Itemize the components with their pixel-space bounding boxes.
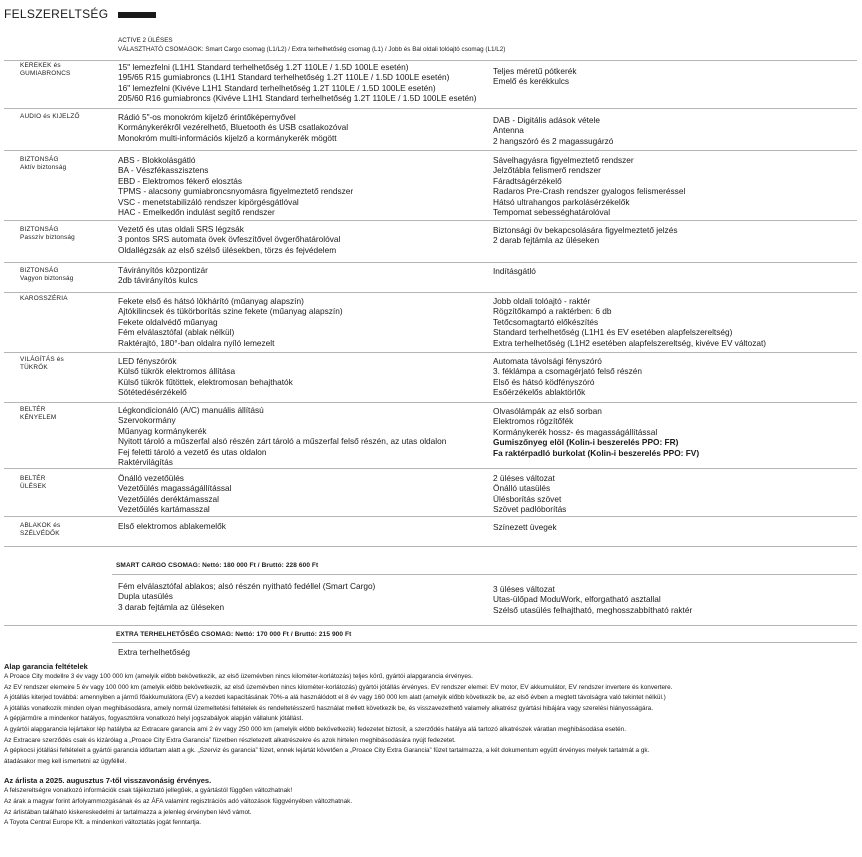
list-item: Extra terhelhetőség	[118, 647, 190, 657]
section-category: VILÁGÍTÁS és TÜKRÖK	[20, 356, 64, 371]
list-item: Dupla utasülés	[118, 591, 173, 602]
section-category: BIZTONSÁG Vagyon biztonság	[20, 267, 74, 282]
smart-cargo-title: SMART CARGO CSOMAG: Nettó: 180 000 Ft / Bruttó: 228 600 Ft	[116, 562, 319, 569]
list-item: Antenna	[493, 125, 524, 136]
list-item: Radaros Pre-Crash rendszer gyalogos felismeréssel	[493, 186, 686, 197]
list-item: Tetőcsomagtartó előkészítés	[493, 316, 599, 327]
list-item: Színezett üvegek	[493, 522, 557, 532]
list-item: Fekete oldalvédő műanyag	[118, 316, 218, 327]
section-comfort	[4, 402, 857, 469]
list-item: Raktérvilágítás	[118, 457, 173, 468]
list-item: Automata távolsági fényszóró	[493, 356, 602, 366]
active-header	[4, 34, 857, 61]
list-item: Hátsó ultrahangos parkolásérzékelők	[493, 196, 630, 207]
warranty-line: átadásakor meg kell ismertetni az ügyféllel.	[4, 757, 127, 765]
footnotes	[4, 661, 859, 829]
section-category: BELTÉR ÜLÉSEK	[20, 475, 47, 490]
list-item: Műanyag kormánykerék	[118, 425, 207, 436]
warranty-line: A gépjárműre a mindenkor hatályos, fogyasztókra vonatkozó helyi jogszabályok alapján vállalunk jótállást.	[4, 715, 304, 723]
list-item: Jobb oldali tolóajtó - raktér	[493, 296, 591, 306]
warranty-line: A gépkocsi jótállási feltételeit a gyártói garancia időtartam alatt a gk. „Szerviz és garancia” füzet, ennek lejártát követően a „Proace City Extra Garancia” füzet tartalmazza, a két dokumentum együtt érvényes melyek tartalmát a gk.	[4, 747, 650, 755]
list-item: 3. féklámpa a csomagérjató felső részén	[493, 366, 642, 377]
section-wheels	[4, 60, 857, 109]
list-item: EBD - Elektromos fékerő elosztás	[118, 175, 243, 186]
price-note-line: A Toyota Central Europe Kft. a mindenkori változtatás jogát fenntartja.	[4, 819, 202, 827]
section-property-safety	[4, 262, 857, 293]
section-category: BIZTONSÁG Passzív biztonság	[20, 226, 75, 241]
list-item: DAB - Digitális adások vétele	[493, 115, 600, 125]
price-validity-heading: Az árlista a 2025. augusztus 7-től visszavonásig érvényes.	[4, 776, 212, 786]
list-item: Extra terhelhetőség (L1H2 esetében alapfelszereltség, kivéve EV változat)	[493, 337, 767, 348]
warranty-line: Az Extracare szerződés csak és kizárólag a „Proace City Extra Garancia” füzetben részletezett alkatrészekre és azok hirtelen meghibásodására nyújt fedezetet.	[4, 736, 456, 744]
extra-load-title: EXTRA TERHELHETŐSÉG CSOMAG: Nettó: 170 000 Ft / Bruttó: 215 900 Ft	[116, 631, 352, 638]
price-note-line: Az árlistában található kiskereskedelmi ár tartalmazza a jelenleg érvényben lévő vámot.	[4, 808, 252, 816]
list-item: Indításgátló	[493, 266, 536, 276]
warranty-line: A Proace City modellre 3 év vagy 100 000 km (amelyik előbb bekövetkezik, az első üzemévben nincs kilométer-korlátozás) teljes körű, gyártói alapgarancia érvényes.	[4, 673, 473, 680]
list-item: Rádió 5"-os monokróm kijelző érintőképernyővel	[118, 112, 296, 122]
list-item: Olvasólámpák az első sorban	[493, 406, 602, 416]
list-item: Ülésborítás szövet	[493, 493, 562, 504]
price-note-line: A felszereltségre vonatkozó információk csak tájékoztató jellegűek, a gyártástól függően változhatnak!	[4, 787, 293, 795]
section-windows	[4, 516, 857, 547]
list-item: HAC - Emelkedőn indulást segítő rendszer	[118, 207, 275, 218]
list-item: BA - Vészfékasszisztens	[118, 165, 209, 176]
list-item: Rögzítőkampó a raktérben: 6 db	[493, 306, 612, 317]
section-category: BELTÉR KÉNYELEM	[20, 406, 57, 421]
list-item: Fekete első és hátsó lökhárító (műanyag alapszín)	[118, 296, 304, 306]
list-item: Önálló vezetőülés	[118, 473, 184, 483]
list-item: Fém elválasztófal (ablak nélkül)	[118, 327, 235, 338]
list-item: Utas-ülőpad ModuWork, elforgatható asztallal	[493, 594, 661, 605]
list-item: Fa raktérpadló burkolat (Kolin-i beszerelés PPO: FV)	[493, 447, 700, 458]
list-item: Sávelhagyásra figyelmeztető rendszer	[493, 155, 634, 165]
list-item: Sötétedésérzékelő	[118, 387, 187, 398]
list-item: Standard terhelhetőség (L1H1 és EV esetében alapfelszereltség)	[493, 327, 733, 338]
section-extra-load	[4, 645, 857, 660]
warranty-heading: Alap garancia feltételek	[4, 662, 88, 671]
section-smart-cargo	[4, 578, 857, 626]
section-seats	[4, 468, 857, 517]
list-item: 3 üléses változat	[493, 584, 555, 594]
list-item: Fej feletti tároló a vezető és utas oldalon	[118, 446, 267, 457]
list-item: Kormánykerékről vezérelhető, Bluetooth és USB csatlakozóval	[118, 122, 349, 133]
list-item: Kormánykerék hossz- és magasságállítással	[493, 426, 658, 437]
list-item: 2 darab fejtámla az üléseken	[493, 235, 600, 246]
list-item: Szélső utasülés felhajtható, meghosszabbítható raktér	[493, 604, 693, 615]
warranty-line: A gyártói alapgarancia lejártakor lép hatályba az Extracare garancia ami 2 év vagy 250 000 km (amelyik előbb bekövetkezik) fedezetet biztosít, a szerződés hatálya alá tartozó alkatrészek váratlan meghibásodása esetén.	[4, 725, 627, 733]
list-item: 2 üléses változat	[493, 473, 555, 483]
list-item: Távirányítós központizár	[118, 265, 208, 275]
list-item: Szövet padlóborítás	[493, 504, 567, 515]
list-item: 2db távirányítós kulcs	[118, 275, 198, 286]
section-body	[4, 292, 857, 353]
list-item: 2 hangszóró és 2 magassugárzó	[493, 135, 614, 146]
list-item: 3 pontos SRS automata övek övfeszítővel övgerőhatárolóval	[118, 234, 341, 245]
list-item: Külső tükrök elektromos állítása	[118, 366, 236, 377]
list-item: Jelzőtábla felismerő rendszer	[493, 165, 601, 176]
section-passive-safety	[4, 220, 857, 263]
list-item: Nyitott tároló a műszerfal alsó részén zárt tároló a műszerfal felső részén, az utas oldalon	[118, 436, 447, 447]
warranty-line: A jótállás vonatkozik minden olyan meghibásodásra, amely normál üzemeltetési feltételek és rendeltetésszerű használat mellett következik be, és visszavezethető valamely alkatrész gyártási hibájára vagy szerelési hiányosságára.	[4, 704, 653, 712]
list-item: Ajtókilincsek és tükörborítás szine fekete (műanyag alapszín)	[118, 306, 343, 317]
list-item: VSC - menetstabilizáló rendszer kipörgésgátlóval	[118, 196, 299, 207]
list-item: Elektromos rögzítőfék	[493, 416, 574, 427]
price-note-line: Az árak a magyar forint árfolyammozgásának és az ÁFA valamint regisztrációs adó változások függvényében változhatnak.	[4, 797, 353, 805]
list-item: Légkondicionáló (A/C) manuális állítású	[118, 405, 264, 415]
list-item: Vezető és utas oldali SRS légzsák	[118, 224, 244, 234]
list-item: ABS - Blokkolásgátló	[118, 155, 196, 165]
list-item: TPMS - alacsony gumiabroncsnyomásra figyelmeztető rendszer	[118, 186, 354, 197]
list-item: Emelő és kerékkulcs	[493, 76, 570, 87]
list-item: Raktérajtó, 180°-ban oldalra nyíló lemezelt	[118, 337, 275, 348]
list-item: Vezetőülés kartámasszal	[118, 504, 210, 515]
page-title: FELSZERELTSÉG	[4, 7, 109, 21]
section-category: BIZTONSÁG Aktív biztonság	[20, 156, 67, 171]
title-bar	[118, 12, 156, 18]
list-item: Esőérzékelős ablaktörlők	[493, 387, 586, 398]
list-item: 15" lemezfelni (L1H1 Standard terhelhetőség 1.2T 110LE / 1.5D 100LE esetén)	[118, 62, 409, 72]
section-audio	[4, 108, 857, 151]
list-item: Önálló utasülés	[493, 483, 551, 494]
list-item: 205/60 R16 gumiabroncs (Kivéve L1H1 Standard terhelhetőség 1.2T 110LE / 1.5D 100LE esetén)	[118, 93, 477, 104]
list-item: Fém elválasztófal ablakos; alsó részén nyitható fedéllel (Smart Cargo)	[118, 581, 376, 591]
section-active-safety	[4, 150, 857, 221]
list-item: Biztonsági öv bekapcsolására figyelmeztető jelzés	[493, 225, 678, 235]
list-item: Fáradtságérzékelő	[493, 175, 562, 186]
section-category: KAROSSZÉRIA	[20, 295, 68, 302]
trim-name: ACTIVE 2 ÜLÉSES	[118, 37, 173, 44]
list-item: 16" lemezfelni (Kivéve L1H1 Standard terhelhetőség 1.2T 110LE / 1.5D 100LE esetén)	[118, 82, 436, 93]
section-category: AUDIO és KIJELZŐ	[20, 113, 80, 120]
optional-packages: VÁLASZTHATÓ CSOMAGOK: Smart Cargo csomag (L1/L2) / Extra terhelhetőség csomag (L1) / Jobb és Bal oldali tolóajtó csomag (L1/L2)	[118, 46, 506, 54]
list-item: Szervokormány	[118, 415, 176, 426]
list-item: Első és hátsó ködfényszóró	[493, 376, 595, 387]
extra-load-rule	[112, 625, 857, 643]
list-item: Gumiszőnyeg elöl (Kolin-i beszerelés PPO: FR)	[493, 437, 679, 448]
section-category: KEREKEK és GUMIABRONCS	[20, 62, 71, 77]
list-item: LED fényszórók	[118, 356, 177, 366]
list-item: Külső tükrök fűtöttek, elektromosan behajthatók	[118, 376, 293, 387]
list-item: Monokróm multi-információs kijelző a kormánykerék mögött	[118, 132, 337, 143]
list-item: Vezetőülés deréktámasszal	[118, 493, 220, 504]
list-item: Oldallégzsák az első szélső ülésekben, törzs és fejvédelem	[118, 244, 337, 255]
warranty-line: Az EV rendszer elemeire 5 év vagy 100 000 km (amelyik előbb bekövetkezik, az első üzemévben nincs kilométer-korlátozás) gyártói jótállás érvényes. EV rendszer elemei: EV motor, EV akkumulátor, EV rendszer invertere és konvertere.	[4, 683, 673, 691]
section-lighting	[4, 352, 857, 403]
list-item: Vezetőülés magasságállítással	[118, 483, 232, 494]
warranty-line: A jótállás kiterjed továbbá: amennyiben a jármű főakkumulátora (EV) a kezdeti kapacitásának 70%-a alá használódott el 8 év vagy 160 000 km alatt (amelyik előbb következik be, az első évben a megtett távolságra való tekintet nélkül.)	[4, 694, 666, 702]
list-item: Első elektromos ablakemelők	[118, 521, 226, 531]
list-item: Tempomat sebességhatárolóval	[493, 207, 611, 218]
list-item: Teljes méretű pótkerék	[493, 66, 577, 76]
section-category: ABLAKOK és SZÉLVÉDŐK	[20, 522, 61, 537]
list-item: 3 darab fejtámla az üléseken	[118, 601, 225, 612]
list-item: 195/65 R15 gumiabroncs (L1H1 Standard terhelhetőség 1.2T 110LE / 1.5D 100LE esetén)	[118, 72, 450, 83]
smart-cargo-rule	[112, 548, 857, 575]
